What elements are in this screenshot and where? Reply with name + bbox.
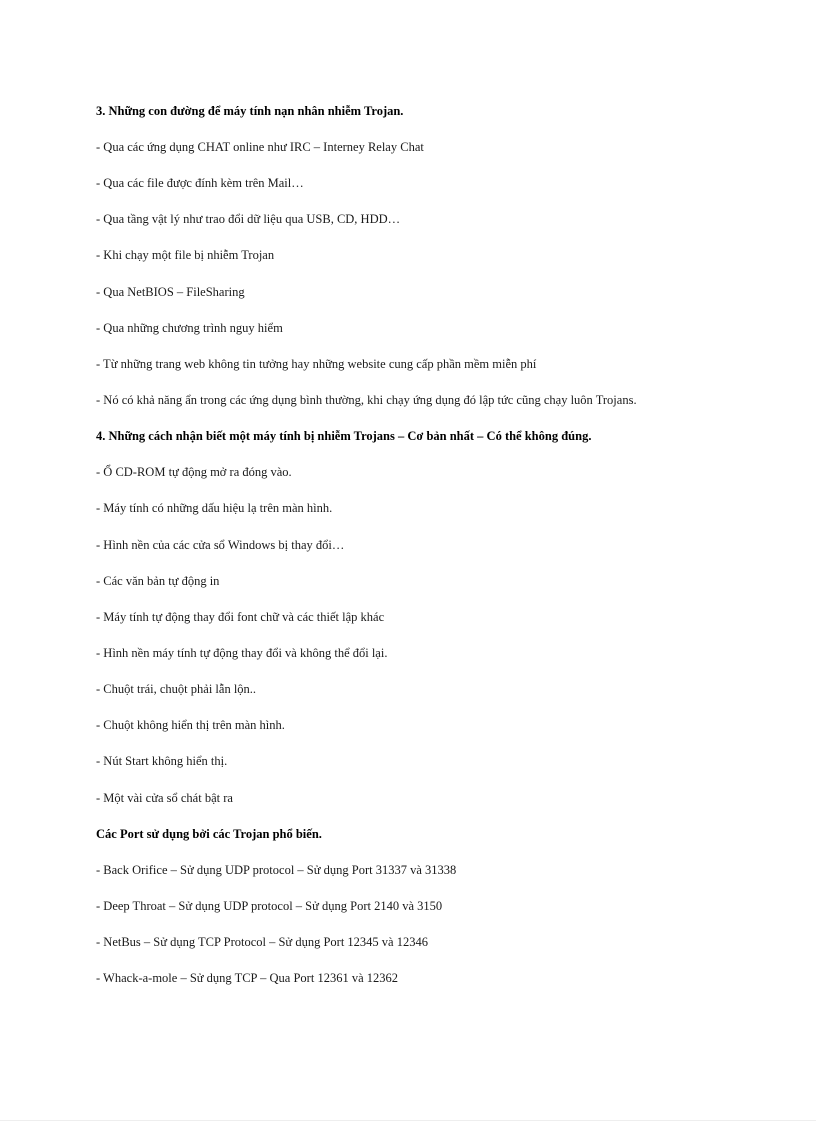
- list-item: - Whack-a-mole – Sử dụng TCP – Qua Port 12361 và 12362: [96, 971, 398, 985]
- list-item: - Qua các ứng dụng CHAT online như IRC – Interney Relay Chat: [96, 140, 424, 154]
- list-item: - Ổ CD-ROM tự động mở ra đóng vào.: [96, 465, 292, 479]
- list-item: - Qua những chương trình nguy hiểm: [96, 321, 283, 335]
- list-item: - Deep Throat – Sử dụng UDP protocol – Sử dụng Port 2140 và 3150: [96, 899, 443, 913]
- list-item: - Qua các file được đính kèm trên Mail…: [96, 176, 304, 190]
- list-item: - Hình nền của các cửa sổ Windows bị thay đổi…: [96, 538, 345, 552]
- list-item: - Chuột trái, chuột phải lẫn lộn..: [96, 682, 257, 696]
- page-bottom-edge: [0, 1120, 816, 1121]
- list-item: - Máy tính có những dấu hiệu lạ trên màn hình.: [96, 501, 333, 515]
- ports-heading: Các Port sử dụng bởi các Trojan phổ biến.: [96, 827, 322, 841]
- list-item: - NetBus – Sử dụng TCP Protocol – Sử dụng Port 12345 và 12346: [96, 935, 428, 949]
- list-item: - Back Orifice – Sử dụng UDP protocol – Sử dụng Port 31337 và 31338: [96, 863, 457, 877]
- list-item: - Chuột không hiển thị trên màn hình.: [96, 718, 285, 732]
- list-item: - Máy tính tự động thay đổi font chữ và các thiết lập khác: [96, 610, 385, 624]
- list-item: - Qua NetBIOS – FileSharing: [96, 285, 245, 299]
- section-3-heading: 3. Những con đường để máy tính nạn nhân nhiễm Trojan.: [96, 104, 404, 118]
- list-item: - Qua tầng vật lý như trao đổi dữ liệu qua USB, CD, HDD…: [96, 212, 401, 226]
- list-item: - Một vài cửa sổ chát bật ra: [96, 791, 233, 805]
- list-item: - Nút Start không hiển thị.: [96, 754, 228, 768]
- list-item: - Khi chạy một file bị nhiễm Trojan: [96, 248, 275, 262]
- list-item: - Nó có khả năng ẩn trong các ứng dụng bình thường, khi chạy ứng dụng đó lập tức cũng chạy luôn Trojans.: [96, 393, 637, 407]
- list-item: - Từ những trang web không tin tưởng hay những website cung cấp phần mềm miễn phí: [96, 357, 537, 371]
- list-item: - Các văn bản tự động in: [96, 574, 220, 588]
- list-item: - Hình nền máy tính tự động thay đổi và không thể đổi lại.: [96, 646, 388, 660]
- section-4-heading: 4. Những cách nhận biết một máy tính bị nhiễm Trojans – Cơ bản nhất – Có thể không đúng.: [96, 429, 592, 443]
